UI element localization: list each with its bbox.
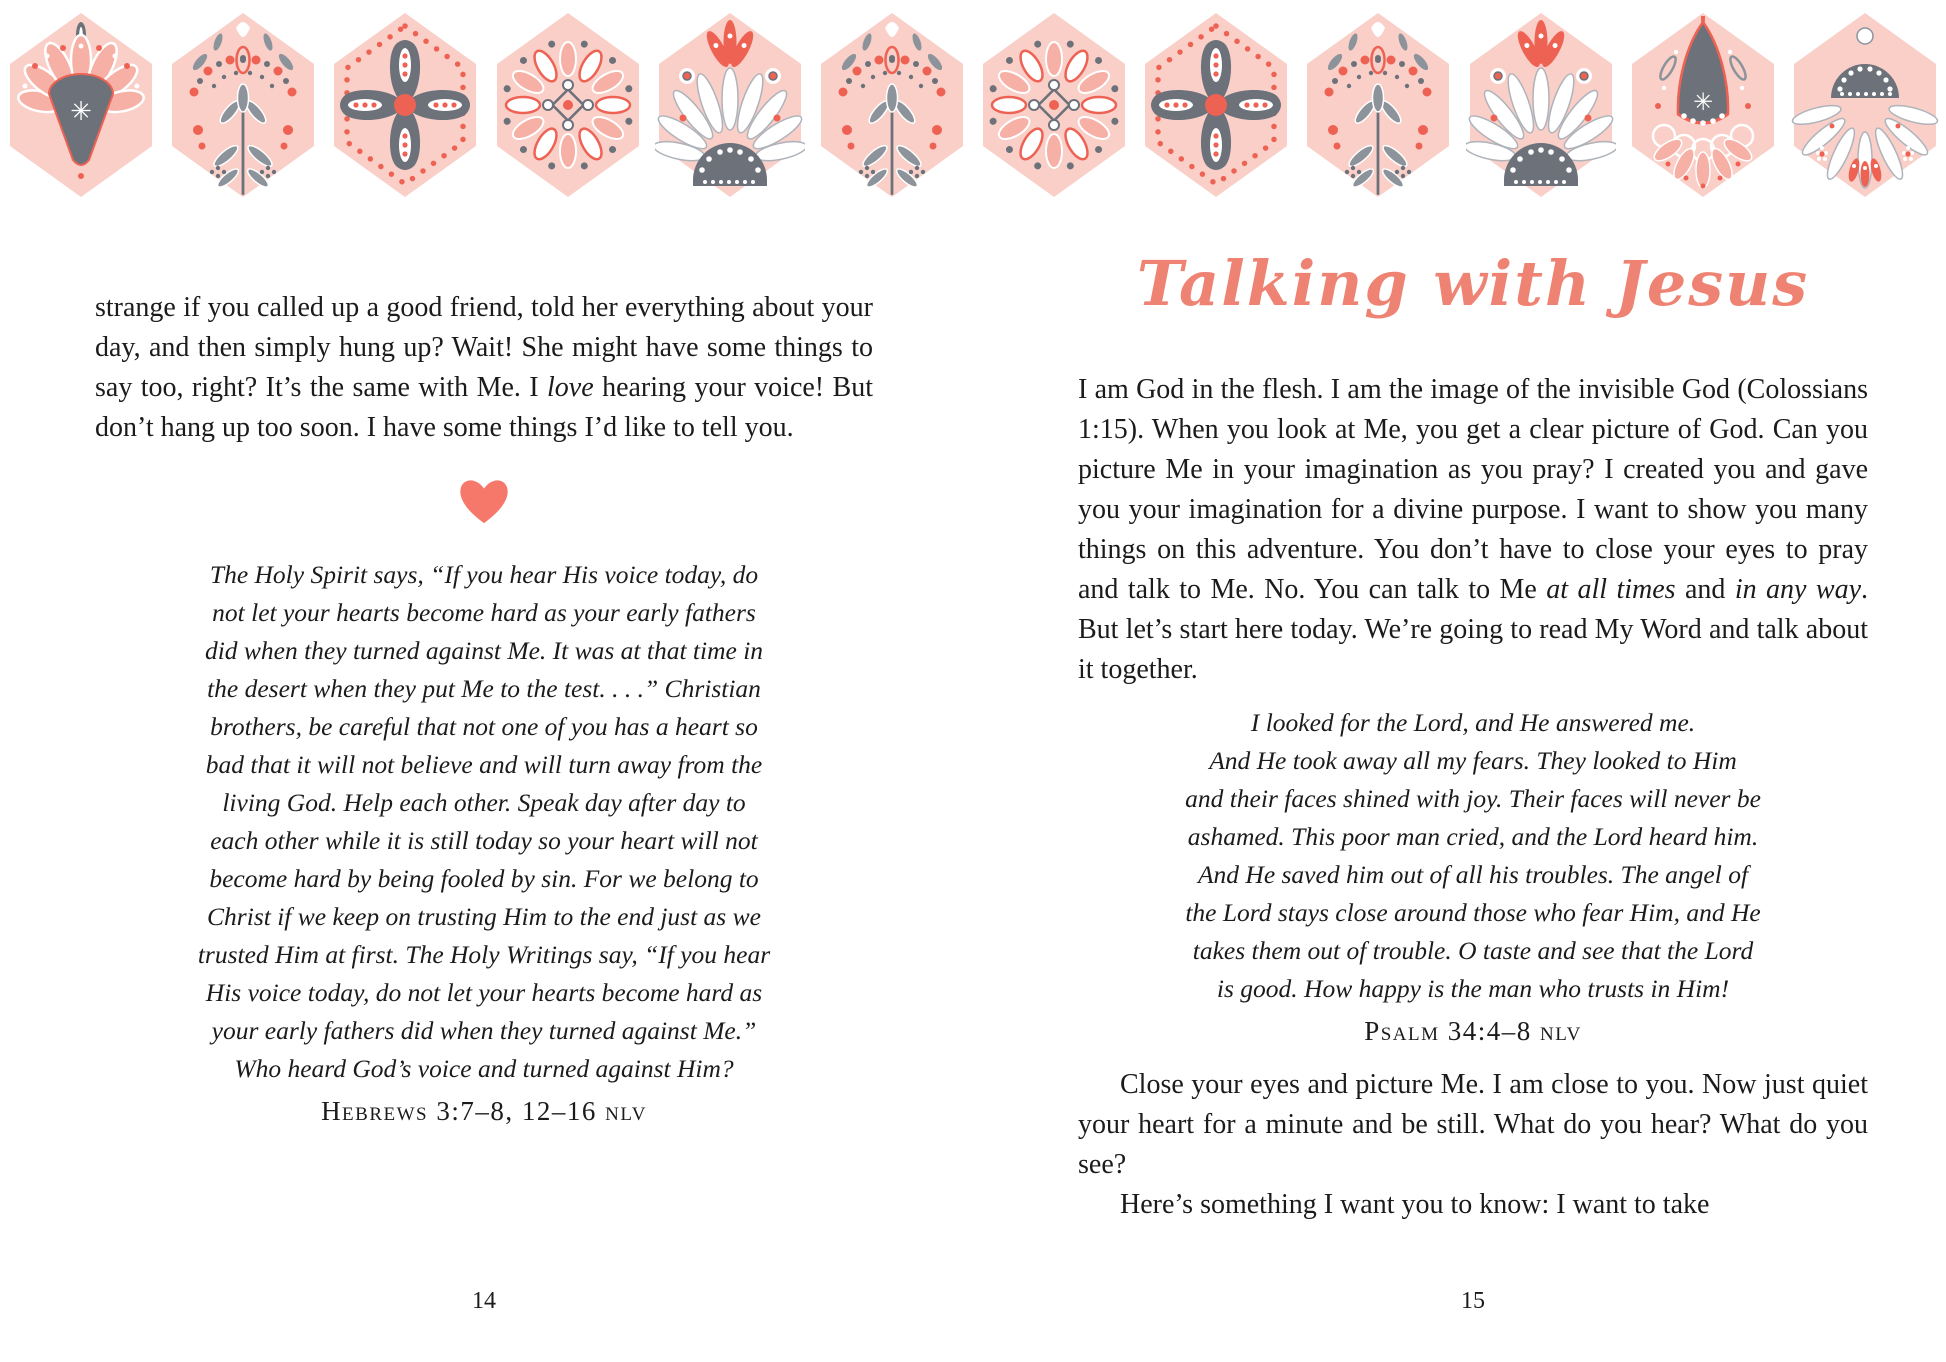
left-page [95,288,873,1127]
dot-arch-sprig-ornament [168,10,318,200]
petal-mandala-ornament [493,10,643,200]
right-body-paragraph-3: Here’s something I want you to know: I want to take [1120,1189,1710,1220]
chapter-title: Talking with Jesus [1136,247,1810,320]
heart-shape [460,480,507,523]
right-body-paragraph-2: Close your eyes and picture Me. I am close to you. Now just quiet your heart for a minute and be still. What do you hear? What do you see? [1078,1069,1868,1180]
psalm-quote: I looked for the Lord, and He answered me. And He took away all my fears. They looked to Him and their faces shined with joy. Their faces will never be ashamed. This poor man cried, and the Lord heard him. And He saved him out of all his troubles. The angel of the Lord stays close around those who fear Him, and He takes them out of trouble. O taste and see that the Lord is good. How happy is the man who trusts in Him! [1185,708,1761,1003]
left-body-paragraph: strange if you called up a good friend, told her everything about your day, and then simply hung up? Wait! She might have some things to say too, right? It’s the same with Me. I love hearing your voice! But don’t hang up too soon. I have some things I’d like to tell you. [95,292,873,443]
paisley-tulip-ornament [1628,10,1778,200]
fan-flower-ornament [6,10,156,200]
page-number-left: 14 [472,1288,496,1314]
dot-arch-sprig-ornament [817,10,967,200]
daisy-fan-ornament [1466,10,1616,200]
cone-flower-ornament [1790,10,1940,200]
page-number-right: 15 [1461,1288,1485,1314]
psalm-citation: Psalm 34:4–8 nlv [1364,1016,1582,1046]
scripture-quote: The Holy Spirit says, “If you hear His voice today, do not let your hearts become hard as your early fathers did when they turned against Me. It was at that time in the desert when they put Me to the test. . . .” Christian brothers, be careful that not one of you has a heart so bad that it will not believe and will turn away from the living God. Help each other. Speak day after day to each other while it is still today so your heart will not become hard by being fooled by sin. For we belong to Christ if we keep on trusting Him to the end just as we trusted Him at first. The Holy Writings say, “If you hear His voice today, do not let your hearts become hard as your early fathers did when they turned against Me.” Who heard God’s voice and turned against Him? [197,560,771,1083]
dot-arch-sprig-ornament [1303,10,1453,200]
right-page [1078,247,1869,1225]
petal-mandala-ornament [979,10,1129,200]
section-divider [95,474,873,526]
heart-icon [455,474,513,526]
ornament-band [0,10,1946,210]
petal-cross-ornament [1141,10,1291,200]
petal-cross-ornament [330,10,480,200]
scripture-citation: Hebrews 3:7–8, 12–16 nlv [321,1096,647,1126]
daisy-fan-ornament [655,10,805,200]
right-body-paragraph-1: I am God in the flesh. I am the image of the invisible God (Colossians 1:15). When you look at Me, you get a clear picture of God. Can you picture Me in your imagination as you pray? I created you and gave you your imagination for a divine purpose. I want to show you many things on this adventure. You don’t have to close your eyes to pray and talk to Me. No. You can talk to Me at all times and in any way. But let’s start here today. We’re going to read My Word and talk about it together. [1078,374,1869,685]
